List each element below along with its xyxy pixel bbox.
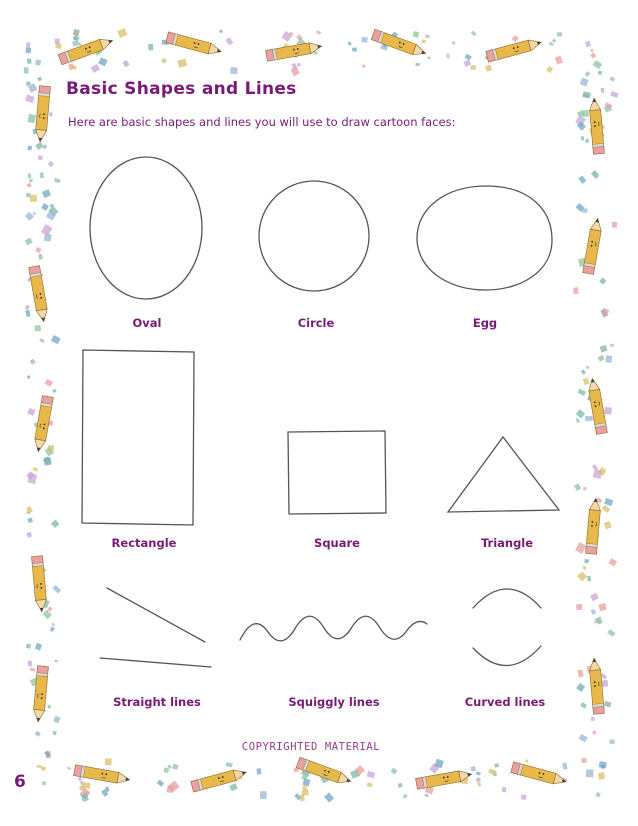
oval-shape (90, 157, 202, 299)
straight-line-diagonal (107, 588, 205, 642)
label-straight-lines: Straight lines (113, 695, 201, 709)
intro-text: Here are basic shapes and lines you will use to draw cartoon faces: (68, 115, 456, 129)
square-shape (288, 431, 386, 514)
egg-shape (417, 186, 552, 290)
squiggly-line (240, 616, 427, 641)
copyright-notice: COPYRIGHTED MATERIAL (241, 741, 381, 753)
page-number: 6 (14, 772, 26, 792)
curved-line-bottom (473, 646, 541, 666)
label-triangle: Triangle (480, 536, 534, 550)
label-rectangle: Rectangle (111, 536, 177, 550)
circle-shape (259, 181, 369, 291)
label-squiggly-lines: Squiggly lines (288, 695, 380, 709)
label-curved-lines: Curved lines (464, 695, 546, 709)
label-oval: Oval (132, 316, 162, 330)
curved-line-top (473, 589, 541, 608)
label-square: Square (314, 536, 360, 550)
straight-line-horizontal (100, 658, 211, 667)
label-egg: Egg (472, 316, 498, 330)
rectangle-shape (82, 350, 194, 525)
page-title: Basic Shapes and Lines (66, 79, 297, 99)
triangle-shape (448, 437, 559, 512)
label-circle: Circle (297, 316, 335, 330)
